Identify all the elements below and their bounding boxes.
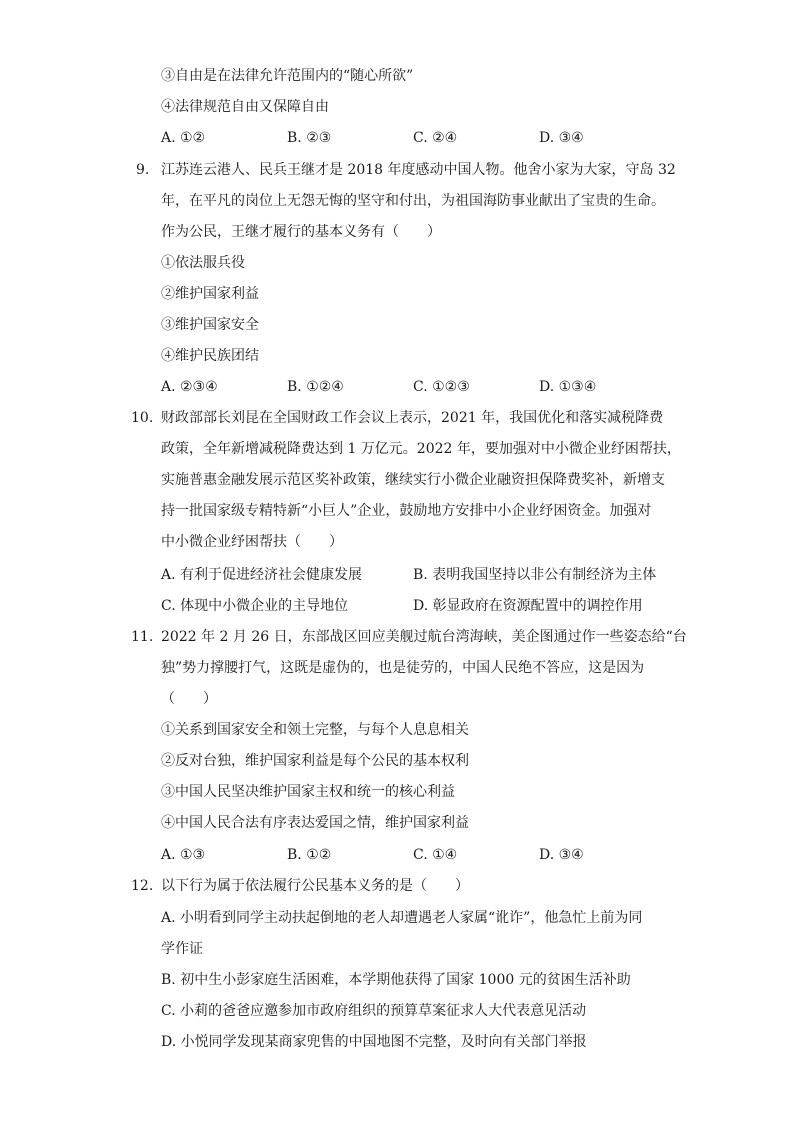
q9-option-d: D. ①③④ <box>539 379 597 395</box>
q8-option-c: C. ②④ <box>413 130 458 146</box>
q8-item-4: ④法律规范自由又保障自由 <box>161 99 329 115</box>
q12-option-a-cont: 学作证 <box>161 941 203 957</box>
q11-item-4: ④中国人民合法有序表达爱国之情，维护国家利益 <box>161 815 469 831</box>
q8-item-3: ③自由是在法律允许范围内的“随心所欲” <box>161 68 414 84</box>
q9-item-4: ④维护民族团结 <box>161 348 259 364</box>
q10-option-b: B. 表明我国坚持以非公有制经济为主体 <box>413 567 657 583</box>
q12-option-b: B. 初中生小彭家庭生活困难，本学期他获得了国家 1000 元的贫困生活补助 <box>161 972 631 988</box>
q11-item-1: ①关系到国家安全和领土完整，与每个人息息相关 <box>161 722 469 738</box>
q12-option-a: A. 小明看到同学主动扶起倒地的老人却遭遇老人家属“讹诈”，他急忙上前为同 <box>161 910 643 926</box>
q10-option-d: D. 彰显政府在资源配置中的调控作用 <box>413 598 643 614</box>
q8-option-a: A. ①② <box>161 130 206 146</box>
q11-item-2: ②反对台独，维护国家利益是每个公民的基本权利 <box>161 753 469 769</box>
q9-option-b: B. ①②④ <box>287 379 344 395</box>
q11-option-d: D. ③④ <box>539 847 584 863</box>
q9-option-a: A. ②③④ <box>161 379 218 395</box>
q10-stem-line: 实施普惠金融发展示范区奖补政策，继续实行小微企业融资担保降费奖补，新增支 <box>161 472 665 488</box>
q9-item-3: ③维护国家安全 <box>161 317 259 333</box>
q10-stem-line: 中小微企业纾困帮扶（ ） <box>161 534 343 550</box>
q9-stem-line: 年，在平凡的岗位上无怨无悔的坚守和付出，为祖国海防事业献出了宝贵的生命。 <box>161 193 665 209</box>
q11-item-3: ③中国人民坚决维护国家主权和统一的核心利益 <box>161 784 455 800</box>
q9-option-c: C. ①②③ <box>413 379 470 395</box>
q12-option-d: D. 小悦同学发现某商家兜售的中国地图不完整，及时向有关部门举报 <box>161 1034 587 1050</box>
q8-option-b: B. ②③ <box>287 130 332 146</box>
q9-number: 9. <box>136 162 150 178</box>
q11-stem-line: （ ） <box>161 691 217 707</box>
q9-item-1: ①依法服兵役 <box>161 255 245 271</box>
q10-stem-line: 持一批国家级专精特新“小巨人”企业，鼓励地方安排中小企业纾困资金。加强对 <box>161 503 652 519</box>
q9-stem-line: 作为公民，王继才履行的基本义务有（ ） <box>161 224 441 240</box>
q9-stem-line: 江苏连云港人、民兵王继才是 2018 年度感动中国人物。他舍小家为大家，守岛 32 <box>161 162 676 178</box>
q11-option-a: A. ①③ <box>161 847 206 863</box>
q11-stem-line: 独”势力撑腰打气，这既是虚伪的，也是徒劳的，中国人民绝不答应，这是因为 <box>161 660 645 676</box>
q10-option-a: A. 有利于促进经济社会健康发展 <box>161 567 363 583</box>
q11-stem-line: 2022 年 2 月 26 日，东部战区回应美舰过航台湾海峡，美企图通过作一些姿态给“台 <box>161 629 687 645</box>
q11-option-b: B. ①② <box>287 847 332 863</box>
q9-item-2: ②维护国家利益 <box>161 286 259 302</box>
q10-stem-line: 财政部部长刘昆在全国财政工作会议上表示，2021 年，我国优化和落实减税降费 <box>161 410 664 426</box>
q12-stem-line: 以下行为属于依法履行公民基本义务的是（ ） <box>161 878 469 894</box>
q11-option-c: C. ①④ <box>413 847 458 863</box>
q12-number: 12. <box>131 878 154 894</box>
q11-number: 11. <box>131 629 154 645</box>
q8-option-d: D. ③④ <box>539 130 584 146</box>
q10-stem-line: 政策，全年新增减税降费达到 1 万亿元。2022 年，要加强对中小微企业纾困帮扶， <box>161 441 681 457</box>
q10-option-c: C. 体现中小微企业的主导地位 <box>161 598 349 614</box>
q12-option-c: C. 小莉的爸爸应邀参加市政府组织的预算草案征求人大代表意见活动 <box>161 1003 587 1019</box>
q10-number: 10. <box>131 410 154 426</box>
